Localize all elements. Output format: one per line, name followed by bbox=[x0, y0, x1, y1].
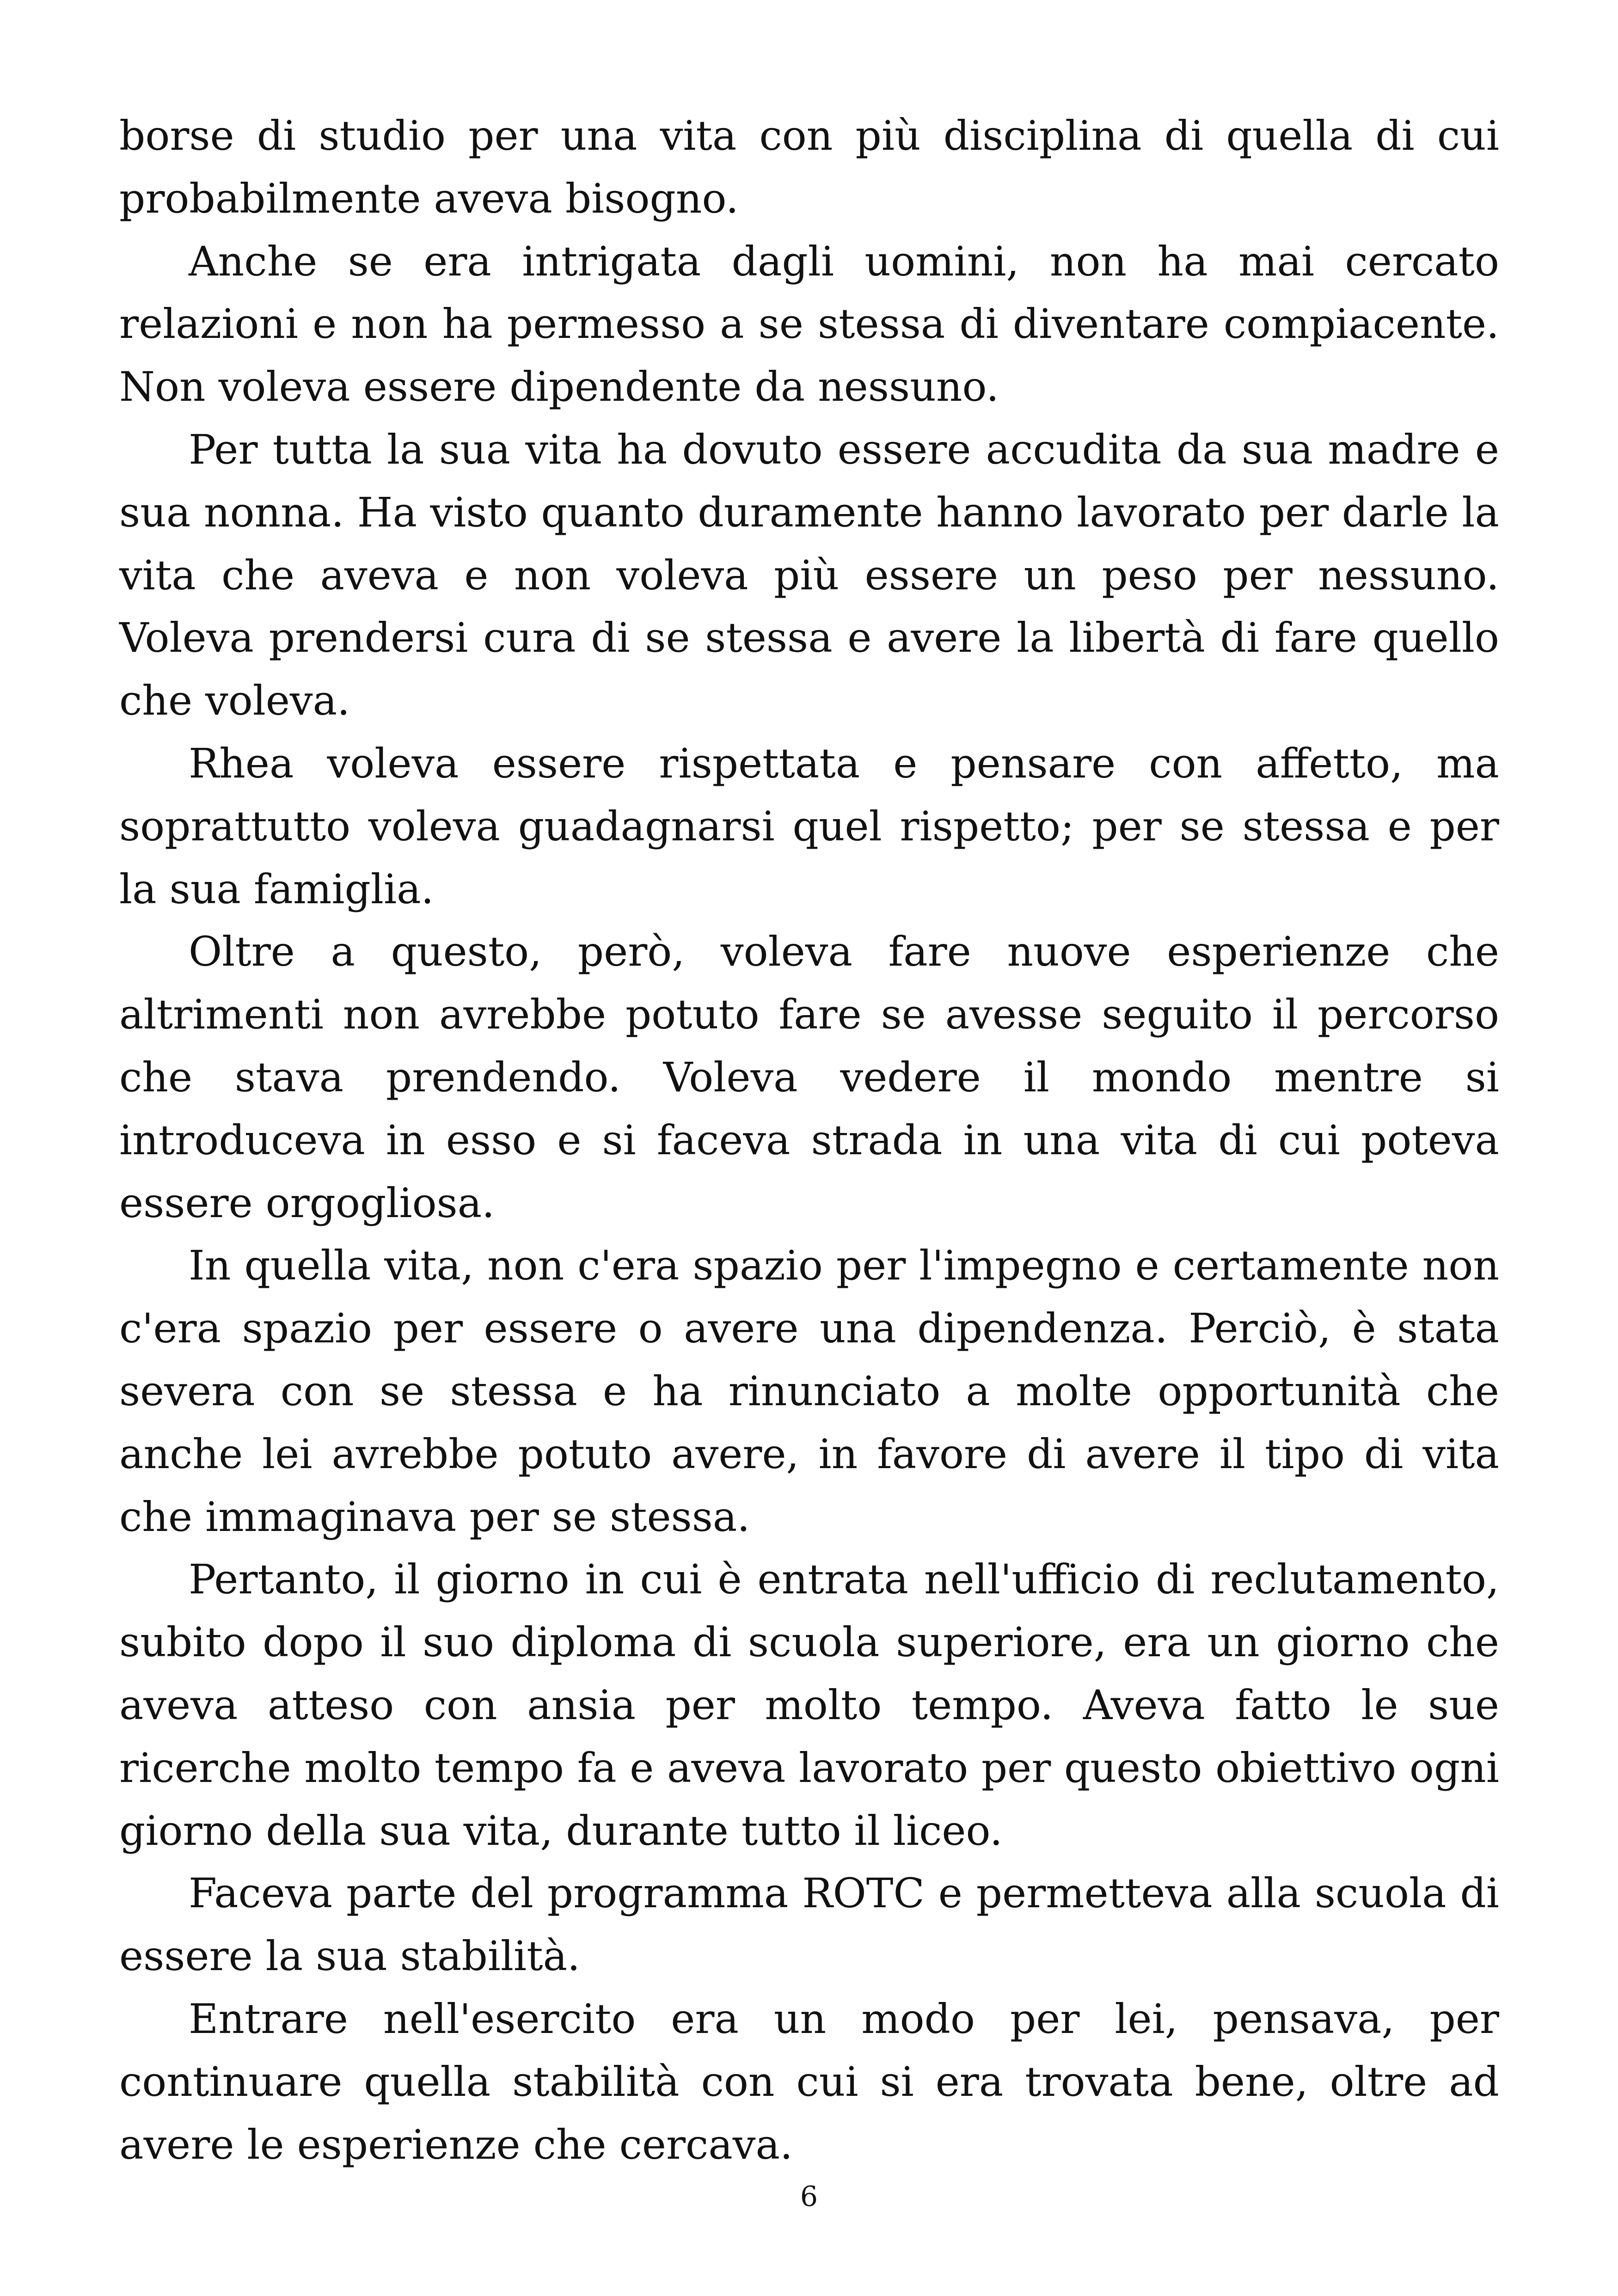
paragraph: In quella vita, non c'era spazio per l'impegno e certamente non c'era spazio per essere o avere una dipendenza. Perciò, è stata severa con se stessa e ha rinunciato a molte opportunità che anche lei avrebbe potuto avere, in favore di avere il tipo di vita che immaginava per se stessa. bbox=[119, 1242, 1499, 1541]
body-text bbox=[119, 104, 1499, 2176]
paragraph: Faceva parte del programma ROTC e permetteva alla scuola di essere la sua stabilità. bbox=[119, 1869, 1499, 1980]
paragraph: Entrare nell'esercito era un modo per lei, pensava, per continuare quella stabilità con cui si era trovata bene, oltre ad avere le esperienze che cercava. bbox=[119, 1995, 1499, 2168]
paragraph: Pertanto, il giorno in cui è entrata nell'ufficio di reclutamento, subito dopo il suo diploma di scuola superiore, era un giorno che aveva atteso con ansia per molto tempo. Aveva fatto le sue ricerche molto tempo fa e aveva lavorato per questo obiettivo ogni giorno della sua vita, durante tutto il liceo. bbox=[119, 1555, 1499, 1855]
paragraph: Rhea voleva essere rispettata e pensare con affetto, ma soprattutto voleva guadagnarsi quel rispetto; per se stessa e per la sua famiglia. bbox=[119, 739, 1499, 913]
paragraph-continued: borse di studio per una vita con più disciplina di quella di cui probabilmente aveva bisogno. bbox=[119, 112, 1499, 222]
page-number: 6 bbox=[800, 2180, 818, 2213]
paragraph: Anche se era intrigata dagli uomini, non ha mai cercato relazioni e non ha permesso a se stessa di diventare compiacente. Non voleva essere dipendente da nessuno. bbox=[119, 237, 1499, 411]
paragraph: Oltre a questo, però, voleva fare nuove esperienze che altrimenti non avrebbe potuto fare se avesse seguito il percorso che stava prendendo. Voleva vedere il mondo mentre si introduceva in esso e si faceva strada in una vita di cui poteva essere orgogliosa. bbox=[119, 928, 1499, 1227]
paragraph: Per tutta la sua vita ha dovuto essere accudita da sua madre e sua nonna. Ha visto quanto duramente hanno lavorato per darle la vita che aveva e non voleva più essere un peso per nessuno. Voleva prendersi cura di se stessa e avere la libertà di fare quello che voleva. bbox=[119, 425, 1499, 725]
